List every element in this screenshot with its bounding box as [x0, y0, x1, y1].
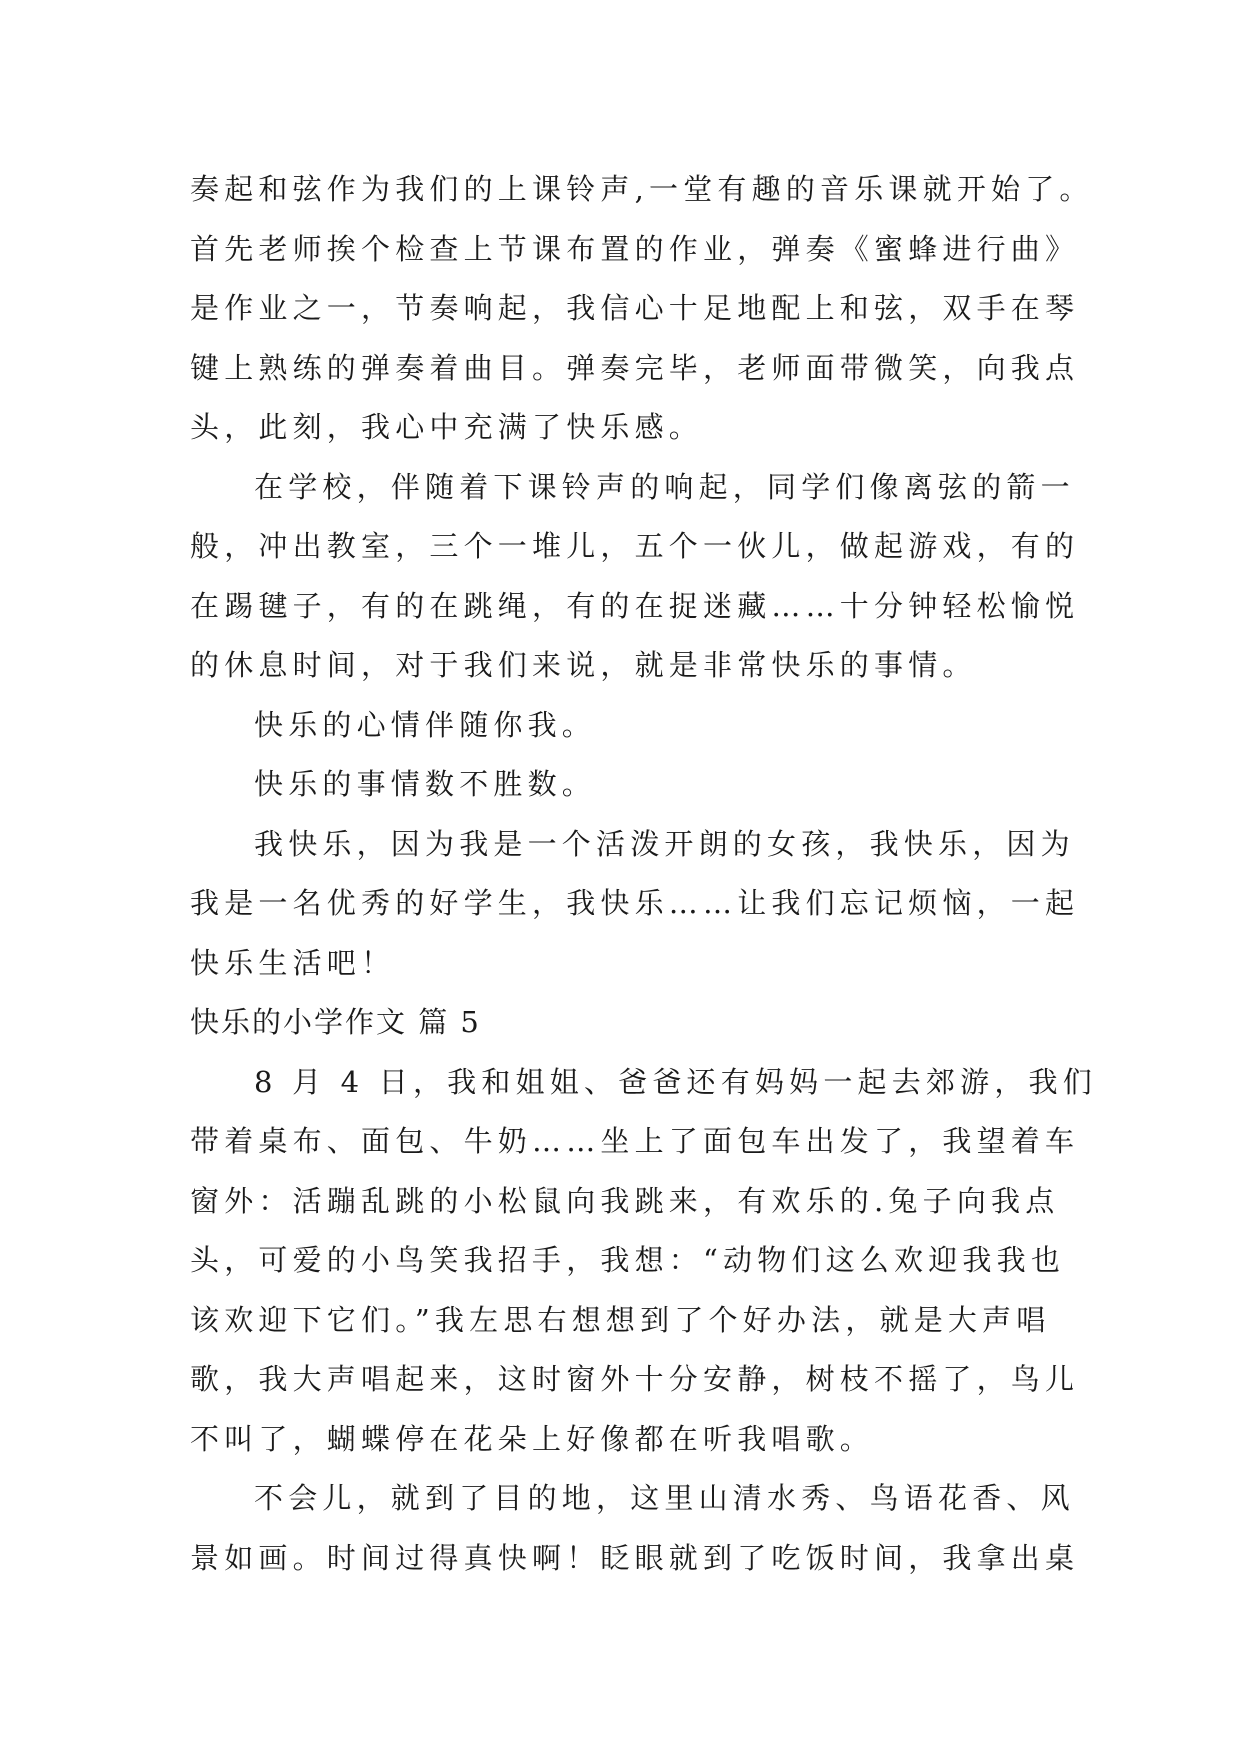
text-line: 首先老师挨个检查上节课布置的作业，弹奏《蜜蜂进行曲》 [190, 231, 1080, 266]
document-body [190, 160, 1097, 1588]
text-line: 不叫了，蝴蝶停在花朵上好像都在听我唱歌。 [190, 1421, 875, 1456]
paragraph-start-line: 8 月 4 日，我和姐姐、爸爸还有妈妈一起去郊游，我们 [254, 1064, 1097, 1099]
text-line: 景如画。时间过得真快啊！眨眼就到了吃饭时间，我拿出桌 [190, 1540, 1080, 1575]
paragraph-start-line: 我快乐，因为我是一个活泼开朗的女孩，我快乐，因为 [254, 826, 1075, 861]
text-line: 带着桌布、面包、牛奶……坐上了面包车出发了，我望着车 [190, 1124, 1080, 1158]
text-line: 歌，我大声唱起来，这时窗外十分安静，树枝不摇了，鸟儿 [190, 1362, 1080, 1396]
paragraph-start-line: 快乐的心情伴随你我。 [254, 707, 597, 742]
text-line: 在踢毽子，有的在跳绳，有的在捉迷藏……十分钟轻松愉悦 [190, 588, 1080, 623]
text-line: 的休息时间，对于我们来说，就是非常快乐的事情。 [190, 648, 977, 682]
text-line: 奏起和弦作为我们的上课铃声,一堂有趣的音乐课就开始了。 [190, 172, 1094, 206]
text-line: 我是一名优秀的好学生，我快乐……让我们忘记烦恼，一起 [190, 886, 1080, 920]
text-line: 般，冲出教室，三个一堆儿，五个一伙儿，做起游戏，有的 [190, 529, 1080, 563]
text-line: 快乐生活吧！ [190, 945, 396, 980]
section-heading: 快乐的小学作文 篇 5 [190, 1005, 481, 1039]
text-line: 键上熟练的弹奏着曲目。弹奏完毕，老师面带微笑，向我点 [190, 350, 1080, 385]
text-line: 窗外：活蹦乱跳的小松鼠向我跳来，有欢乐的.兔子向我点 [190, 1183, 1060, 1218]
text-line: 是作业之一，节奏响起，我信心十足地配上和弦，双手在琴 [190, 291, 1080, 325]
text-line: 头，此刻，我心中充满了快乐感。 [190, 410, 704, 444]
paragraph-start-line: 不会儿，就到了目的地，这里山清水秀、鸟语花香、风 [254, 1481, 1075, 1515]
paragraph-start-line: 快乐的事情数不胜数。 [254, 767, 597, 801]
paragraph-start-line: 在学校，伴随着下课铃声的响起，同学们像离弦的箭一 [254, 469, 1075, 504]
text-line: 该欢迎下它们。”我左思右想想到了个好办法，就是大声唱 [190, 1302, 1051, 1337]
text-line: 头，可爱的小鸟笑我招手，我想：“动物们这么欢迎我我也 [190, 1243, 1066, 1277]
